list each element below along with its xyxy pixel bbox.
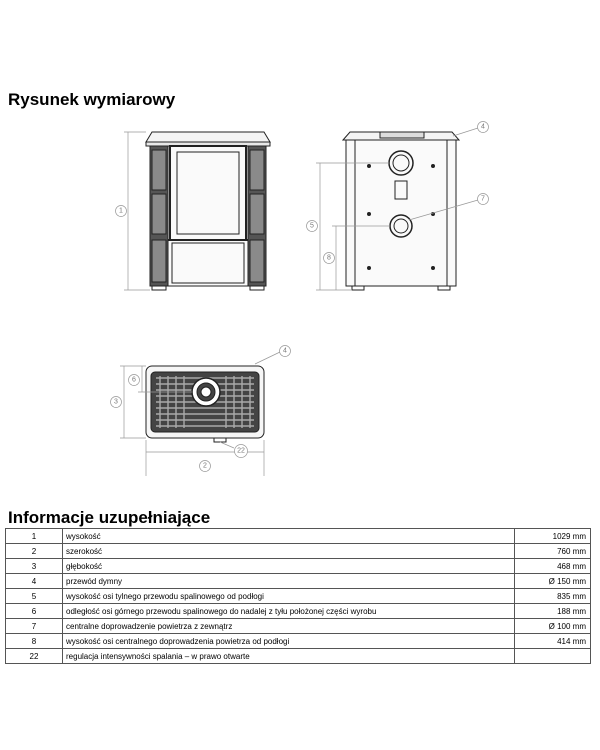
spec-description: głębokość xyxy=(63,559,515,574)
spec-value: 1029 mm xyxy=(515,529,591,544)
spec-value: 468 mm xyxy=(515,559,591,574)
label-2: 2 xyxy=(203,462,207,470)
label-7: 7 xyxy=(481,195,485,203)
spec-number: 4 xyxy=(6,574,63,589)
spec-description: wysokość osi centralnego doprowadzenia powietrza od podłogi xyxy=(63,634,515,649)
stove-back-view xyxy=(343,132,459,290)
spec-value: 835 mm xyxy=(515,589,591,604)
table-row xyxy=(6,634,591,649)
label-6: 6 xyxy=(132,376,136,384)
table-row xyxy=(6,589,591,604)
label-22: 22 xyxy=(237,447,245,455)
drawing-section-title: Rysunek wymiarowy xyxy=(8,90,176,109)
spec-number: 8 xyxy=(6,634,63,649)
spec-value: 760 mm xyxy=(515,544,591,559)
spec-value: 414 mm xyxy=(515,634,591,649)
spec-number: 3 xyxy=(6,559,63,574)
spec-value: Ø 100 mm xyxy=(515,619,591,634)
spec-number: 6 xyxy=(6,604,63,619)
spec-description: przewód dymny xyxy=(63,574,515,589)
label-8: 8 xyxy=(327,254,331,262)
spec-value xyxy=(515,649,591,664)
label-4-top: 4 xyxy=(283,347,287,355)
spec-description: odległość osi górnego przewodu spalinowego do nadalej z tyłu położonej części wyrobu xyxy=(63,604,515,619)
info-section-title: Informacje uzupełniające xyxy=(8,508,211,527)
label-5: 5 xyxy=(310,222,314,230)
spec-number: 22 xyxy=(6,649,63,664)
table-row xyxy=(6,544,591,559)
spec-number: 7 xyxy=(6,619,63,634)
spec-description: centralne doprowadzenie powietrza z zewnątrz xyxy=(63,619,515,634)
stove-front-view xyxy=(146,132,270,290)
stove-top-view xyxy=(146,366,264,442)
table-row xyxy=(6,604,591,619)
label-1: 1 xyxy=(119,207,123,215)
spec-description: wysokość xyxy=(63,529,515,544)
spec-value: 188 mm xyxy=(515,604,591,619)
label-3: 3 xyxy=(114,398,118,406)
spec-number: 5 xyxy=(6,589,63,604)
spec-value: Ø 150 mm xyxy=(515,574,591,589)
spec-description: wysokość osi tylnego przewodu spalinowego od podłogi xyxy=(63,589,515,604)
spec-number: 2 xyxy=(6,544,63,559)
table-row xyxy=(6,559,591,574)
table-row xyxy=(6,619,591,634)
spec-description: szerokość xyxy=(63,544,515,559)
spec-description: regulacja intensywności spalania – w prawo otwarte xyxy=(63,649,515,664)
label-4-back: 4 xyxy=(481,123,485,131)
spec-table xyxy=(5,528,591,664)
spec-number: 1 xyxy=(6,529,63,544)
table-row xyxy=(6,649,591,664)
table-row xyxy=(6,574,591,589)
table-row xyxy=(6,529,591,544)
